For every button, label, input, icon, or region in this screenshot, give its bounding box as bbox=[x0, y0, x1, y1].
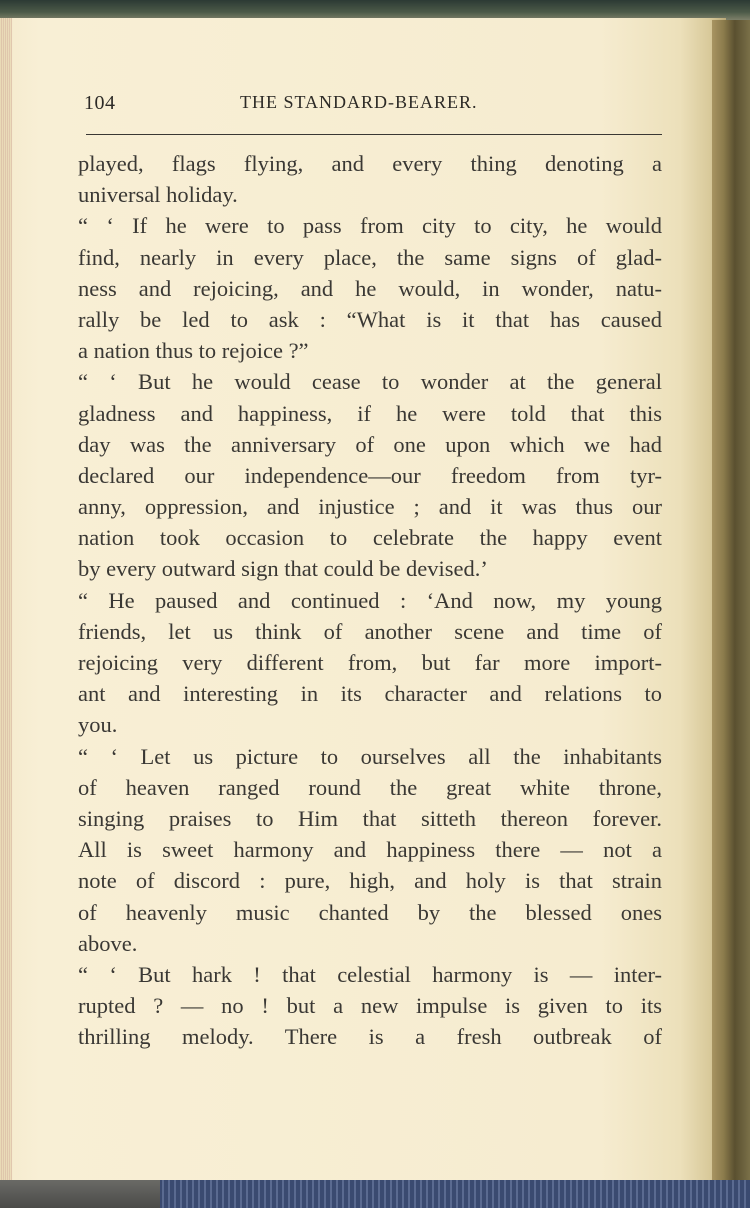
text-line: rally be led to ask : “What is it that has caused bbox=[78, 306, 662, 332]
text-line: played, flags flying, and every thing denoting a bbox=[78, 151, 662, 176]
text-line: “ ‘ If he were to pass from city to city, he would bbox=[78, 213, 662, 239]
running-head: THE STANDARD-BEARER. bbox=[240, 92, 478, 112]
text-line: you. bbox=[78, 712, 118, 738]
text-line: thrilling melody. There is a fresh outbreak of bbox=[78, 1024, 662, 1050]
text-line: note of discord : pure, high, and holy is that strain bbox=[78, 868, 662, 894]
text-line: singing praises to Him that sitteth thereon forever. bbox=[78, 805, 662, 831]
text-line: “ ‘ But he would cease to wonder at the general bbox=[78, 369, 662, 395]
text-line: of heavenly music chanted by the blessed ones bbox=[78, 899, 662, 925]
text-line: “ ‘ But hark ! that celestial harmony is — inter- bbox=[78, 961, 662, 987]
text-line: gladness and happiness, if he were told that this bbox=[78, 400, 662, 426]
text-line: rejoicing very different from, but far more import- bbox=[78, 650, 662, 675]
text-line: declared our independence—our freedom from tyr- bbox=[78, 462, 662, 488]
text-line: a nation thus to rejoice ?” bbox=[78, 338, 309, 364]
text-line: “ ‘ Let us picture to ourselves all the inhabitants bbox=[78, 743, 662, 769]
body-text bbox=[78, 148, 662, 1052]
text-line: of heaven ranged round the great white throne, bbox=[78, 774, 662, 800]
text-line: rupted ? — no ! but a new impulse is given to its bbox=[78, 993, 662, 1019]
text-line: by every outward sign that could be devised.’ bbox=[78, 556, 488, 582]
page-edges bbox=[0, 18, 12, 1180]
header-rule bbox=[86, 134, 662, 135]
text-line: friends, let us think of another scene and time of bbox=[78, 618, 662, 644]
text-line: nation took occasion to celebrate the happy event bbox=[78, 525, 662, 551]
scanner-bed bbox=[0, 1180, 160, 1208]
book-gutter bbox=[712, 20, 750, 1182]
text-line: All is sweet harmony and happiness there — not a bbox=[78, 837, 662, 863]
text-line: ness and rejoicing, and he would, in wonder, natu- bbox=[78, 275, 662, 301]
text-line: “ He paused and continued : ‘And now, my young bbox=[78, 587, 662, 613]
text-line: day was the anniversary of one upon which we had bbox=[78, 431, 662, 457]
text-line: ant and interesting in its character and relations to bbox=[78, 681, 662, 707]
text-line: find, nearly in every place, the same signs of glad- bbox=[78, 244, 662, 270]
text-line: universal holiday. bbox=[78, 182, 238, 208]
text-line: above. bbox=[78, 930, 138, 956]
text-line: anny, oppression, and injustice ; and it was thus our bbox=[78, 494, 662, 520]
page-number: 104 bbox=[84, 92, 116, 114]
